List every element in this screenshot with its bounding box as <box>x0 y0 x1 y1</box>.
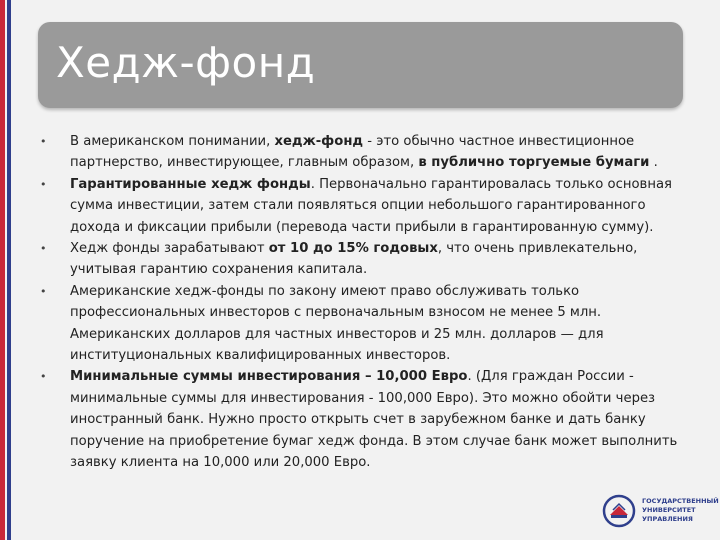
bullet-dot-icon: • <box>40 177 47 191</box>
bullet-item <box>40 238 680 281</box>
bullet-dot-icon: • <box>40 242 47 256</box>
side-stripe <box>0 0 12 540</box>
bullet-text: . Первоначально гарантировалась только основная сумма инвестиции, затем стали появляться опции небольшого гарантированного дохода и фиксации прибыли (перевода части прибыли в гарантированную сумму). <box>70 176 672 235</box>
bullet-item <box>40 366 680 473</box>
bullet-list <box>40 131 680 474</box>
logo-line-1: ГОСУДАРСТВЕННЫЙ <box>642 497 719 505</box>
bullet-text: - это обычно частное инвестиционное партнерство, инвестирующее, главным образом, <box>70 134 635 171</box>
bullet-text: , что очень привлекательно, учитывая гарантию сохранения капитала. <box>70 241 638 278</box>
bullet-dot-icon: • <box>40 284 47 298</box>
bullet-text: Хедж фонды зарабатывают <box>70 241 269 257</box>
bullet-item <box>40 174 680 238</box>
title-banner <box>38 22 683 108</box>
bullet-item <box>40 281 680 367</box>
slide-content <box>40 131 680 474</box>
bullet-item <box>40 131 680 174</box>
logo-line-2: УНИВЕРСИТЕТ <box>642 506 696 514</box>
bullet-text: Американские хедж-фонды по закону имеют право обслуживать только профессиональных инвесторов с первоначальным взносом не менее 5 млн. Американских долларов для частных инвесторов и 25 млн. долларов — для институциональных квалифицированных инвесторов. <box>70 283 604 364</box>
university-logo <box>602 494 719 528</box>
bullet-text: В американском понимании, <box>70 134 275 149</box>
logo-line-3: УПРАВЛЕНИЯ <box>642 515 693 523</box>
blue-stripe <box>7 0 11 540</box>
bullet-text-bold: Минимальные суммы инвестирования – 10,000 Евро <box>70 369 468 385</box>
bullet-text-bold: хедж-фонд <box>274 134 364 149</box>
bullet-text-bold: в публично торгуемые бумаги <box>418 155 650 171</box>
bullet-text-bold: от 10 до 15% годовых <box>268 241 438 257</box>
red-stripe <box>0 0 5 540</box>
logo-emblem-icon <box>602 494 636 528</box>
bullet-dot-icon: • <box>40 370 47 384</box>
bullet-dot-icon: • <box>40 135 47 148</box>
bullet-text: . (Для граждан России - минимальные суммы для инвестирования - 100,000 Евро). Это можно обойти через иностранный банк. Нужно просто открыть счет в зарубежном банке и дать банку поручение на приобретение бумаг хедж фонда. В этом случае банк может выполнить заявку клиента на 10,000 или 20,000 Евро. <box>70 369 678 471</box>
bullet-text: . <box>649 155 658 171</box>
bullet-text-bold: Гарантированные хедж фонды <box>70 176 311 192</box>
slide-title: Хедж-фонд <box>56 38 316 87</box>
